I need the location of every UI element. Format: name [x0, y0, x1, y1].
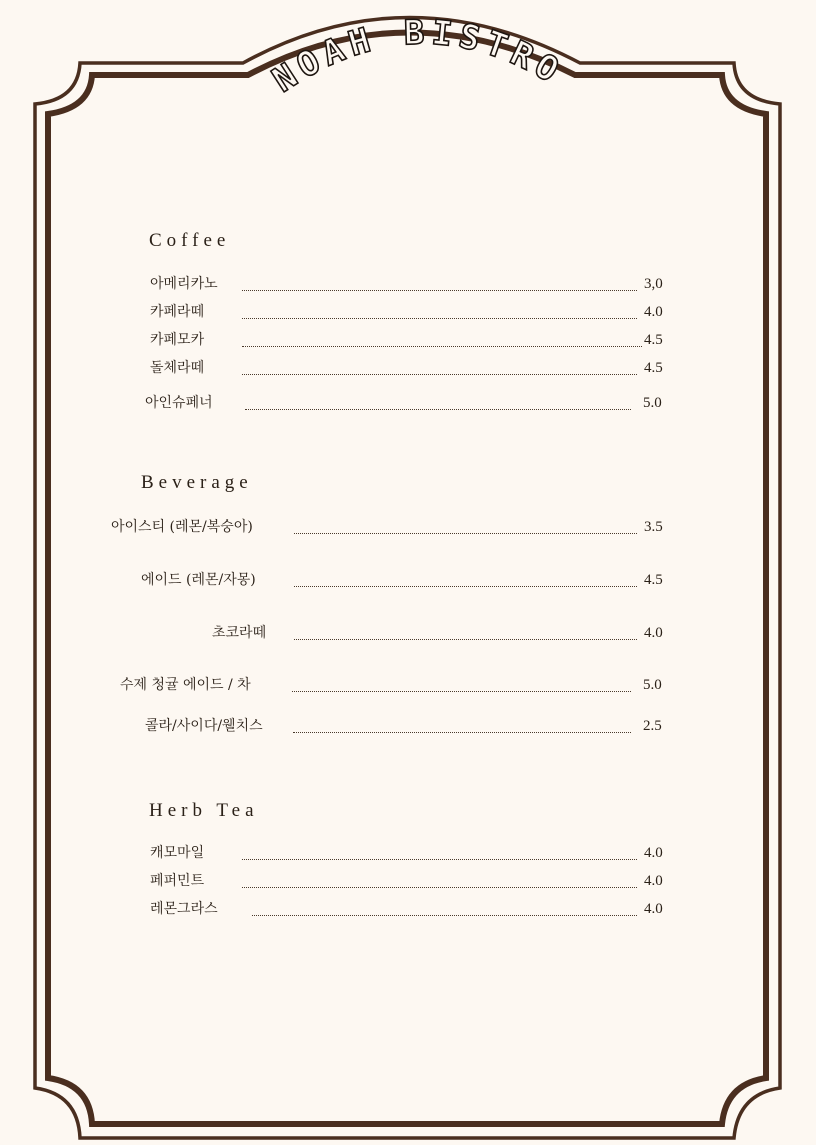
menu-item-price: 5.0 — [643, 395, 662, 411]
menu-item — [0, 675, 816, 695]
menu-item — [0, 570, 816, 590]
dot-leader — [294, 619, 637, 640]
dot-leader — [294, 566, 637, 587]
menu-item-price: 4.5 — [644, 332, 663, 348]
menu-item-name: 아인슈페너 — [145, 395, 213, 411]
menu-item-price: 4.5 — [644, 360, 663, 376]
section-title: Herb Tea — [149, 800, 259, 821]
menu-item — [0, 274, 816, 294]
dot-leader — [252, 895, 637, 916]
menu-item-price: 4.0 — [644, 304, 663, 320]
menu-item — [0, 871, 816, 891]
menu-item-name: 돌체라떼 — [150, 360, 205, 376]
restaurant-name: NOAH BISTRO — [265, 12, 571, 101]
menu-item — [0, 330, 816, 350]
menu-item-price: 4.0 — [644, 873, 663, 889]
menu-item-name: 초코라떼 — [212, 625, 267, 641]
dot-leader — [242, 326, 642, 347]
menu-item-price: 4.0 — [644, 625, 663, 641]
section-title: Coffee — [149, 230, 231, 251]
menu-item-price: 4.0 — [644, 845, 663, 861]
dot-leader — [242, 270, 637, 291]
menu-item-name: 에이드 (레몬/자몽) — [141, 572, 256, 588]
menu-item — [0, 623, 816, 643]
menu-item — [0, 843, 816, 863]
dot-leader — [242, 839, 637, 860]
dot-leader — [242, 354, 637, 375]
menu-item-name: 카페라떼 — [150, 304, 205, 320]
dot-leader — [294, 513, 637, 534]
menu-item — [0, 393, 816, 413]
menu-item-price: 5.0 — [643, 677, 662, 693]
dot-leader — [242, 298, 637, 319]
menu-item-name: 페퍼민트 — [150, 873, 205, 889]
dot-leader — [245, 389, 631, 410]
dot-leader — [242, 867, 637, 888]
menu-item-name: 아이스티 (레몬/복숭아) — [111, 519, 253, 535]
menu-item — [0, 302, 816, 322]
menu-item-price: 3.5 — [644, 519, 663, 535]
menu-item-name: 레몬그라스 — [150, 901, 218, 917]
menu-item-price: 2.5 — [643, 718, 662, 734]
menu-item-name: 아메리카노 — [150, 276, 218, 292]
menu-item — [0, 716, 816, 736]
menu-item-name: 콜라/사이다/웰치스 — [145, 718, 263, 734]
dot-leader — [293, 712, 631, 733]
menu-item — [0, 517, 816, 537]
menu-item-name: 캐모마일 — [150, 845, 205, 861]
menu-item-price: 4.0 — [644, 901, 663, 917]
section-title: Beverage — [141, 472, 253, 493]
menu-item-price: 4.5 — [644, 572, 663, 588]
menu-item — [0, 358, 816, 378]
menu-item — [0, 899, 816, 919]
dot-leader — [292, 671, 631, 692]
menu-item-name: 카페모카 — [150, 332, 205, 348]
menu-item-price: 3,0 — [644, 276, 663, 292]
menu-item-name: 수제 청귤 에이드 / 차 — [120, 677, 251, 693]
